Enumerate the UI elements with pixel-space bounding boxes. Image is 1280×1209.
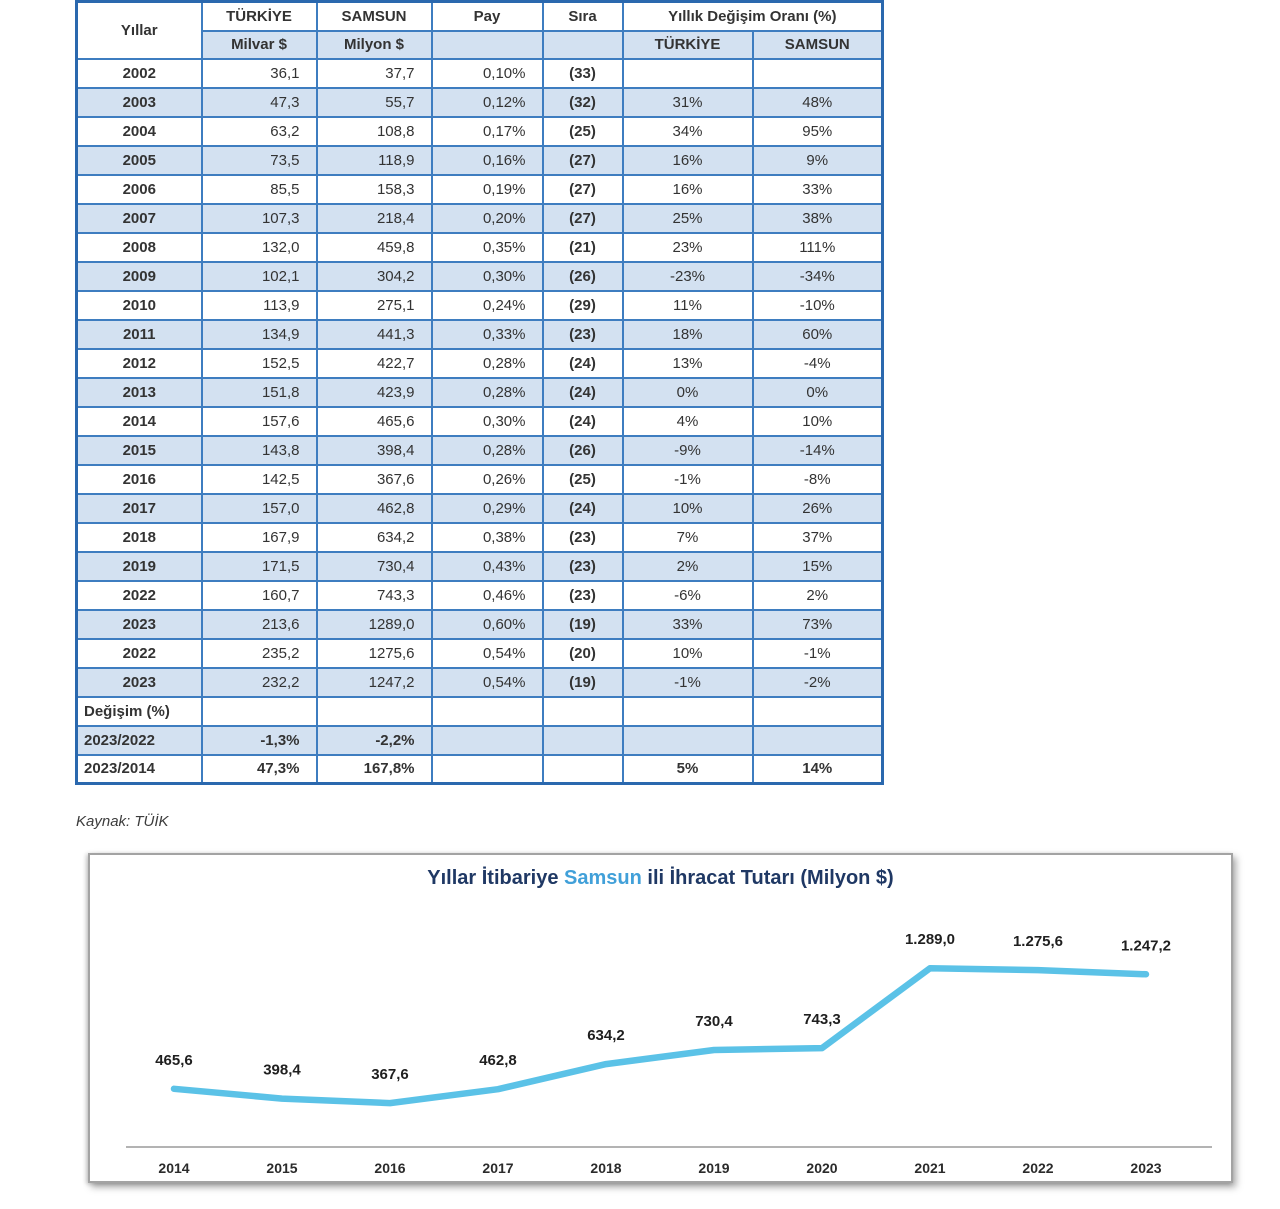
header-turkiye-unit: Milvar $ <box>202 31 317 59</box>
table-cell: 0,54% <box>432 668 543 697</box>
table-cell: (24) <box>543 494 623 523</box>
table-body <box>77 59 883 784</box>
table-cell: (23) <box>543 320 623 349</box>
header-yillar: Yıllar <box>77 2 202 59</box>
x-axis-label: 2017 <box>482 1160 514 1176</box>
table-cell: (23) <box>543 523 623 552</box>
table-cell: 37,7 <box>317 59 432 88</box>
table-cell: 730,4 <box>317 552 432 581</box>
table-cell: 2023/2022 <box>77 726 202 755</box>
table-cell <box>753 59 883 88</box>
table-cell: 2023/2014 <box>77 755 202 784</box>
line-chart-svg <box>90 855 1235 1185</box>
data-point-label: 634,2 <box>587 1027 625 1045</box>
table-cell: 36,1 <box>202 59 317 88</box>
table-row <box>77 233 883 262</box>
table-cell: (23) <box>543 552 623 581</box>
table-cell: 142,5 <box>202 465 317 494</box>
table-cell: (27) <box>543 146 623 175</box>
table-cell: 85,5 <box>202 175 317 204</box>
table-cell: 2004 <box>77 117 202 146</box>
table-cell: 441,3 <box>317 320 432 349</box>
table-cell: 0,12% <box>432 88 543 117</box>
table-cell: 422,7 <box>317 349 432 378</box>
table-cell: 743,3 <box>317 581 432 610</box>
table-cell: -1% <box>623 465 753 494</box>
table-cell: (24) <box>543 407 623 436</box>
header-pay: Pay <box>432 2 543 31</box>
table-cell: -4% <box>753 349 883 378</box>
table-cell: 47,3% <box>202 755 317 784</box>
table-cell: 0,38% <box>432 523 543 552</box>
table-cell: 13% <box>623 349 753 378</box>
table-cell: 2023 <box>77 610 202 639</box>
header-turkiye: TÜRKİYE <box>202 2 317 31</box>
table-cell: 2008 <box>77 233 202 262</box>
table-cell: -2,2% <box>317 726 432 755</box>
table-cell: -1% <box>753 639 883 668</box>
table-cell: 2011 <box>77 320 202 349</box>
table-cell: (32) <box>543 88 623 117</box>
table-row <box>77 697 883 726</box>
table-cell: 0,24% <box>432 291 543 320</box>
table-cell: 0,29% <box>432 494 543 523</box>
table-cell: 143,8 <box>202 436 317 465</box>
table-row <box>77 436 883 465</box>
table-cell: 0,19% <box>432 175 543 204</box>
table-cell: 2009 <box>77 262 202 291</box>
table-cell: 167,8% <box>317 755 432 784</box>
table-row <box>77 88 883 117</box>
table-cell: 38% <box>753 204 883 233</box>
table-cell: 232,2 <box>202 668 317 697</box>
table-cell: 1247,2 <box>317 668 432 697</box>
table-cell: 132,0 <box>202 233 317 262</box>
table-cell: -23% <box>623 262 753 291</box>
x-axis-label: 2016 <box>374 1160 406 1176</box>
table-cell: 134,9 <box>202 320 317 349</box>
table-cell <box>623 697 753 726</box>
table-cell: 9% <box>753 146 883 175</box>
table-cell: 2014 <box>77 407 202 436</box>
table-cell: 2017 <box>77 494 202 523</box>
header-yillik-degisim: Yıllık Değişim Oranı (%) <box>623 2 883 31</box>
table-cell: 55,7 <box>317 88 432 117</box>
header-sira: Sıra <box>543 2 623 31</box>
header-pay-empty <box>432 31 543 59</box>
table-cell: 0,28% <box>432 349 543 378</box>
table-cell: 152,5 <box>202 349 317 378</box>
table-row <box>77 610 883 639</box>
chart-title-highlight: Samsun <box>564 867 642 889</box>
table-cell: (26) <box>543 436 623 465</box>
table-cell: 2010 <box>77 291 202 320</box>
table-cell: 11% <box>623 291 753 320</box>
table-cell: 167,9 <box>202 523 317 552</box>
table-cell: 107,3 <box>202 204 317 233</box>
table-cell: 25% <box>623 204 753 233</box>
table-cell: 235,2 <box>202 639 317 668</box>
table-cell: 0,35% <box>432 233 543 262</box>
table-cell: 0,30% <box>432 407 543 436</box>
table-cell: 33% <box>623 610 753 639</box>
table-cell: (19) <box>543 668 623 697</box>
table-cell: 2016 <box>77 465 202 494</box>
table-row <box>77 175 883 204</box>
table-cell: 118,9 <box>317 146 432 175</box>
table-cell: -6% <box>623 581 753 610</box>
table-cell: 48% <box>753 88 883 117</box>
table-row <box>77 59 883 88</box>
table-cell: 34% <box>623 117 753 146</box>
table-cell: 18% <box>623 320 753 349</box>
table-cell: 2022 <box>77 639 202 668</box>
table-row <box>77 639 883 668</box>
export-table <box>75 0 884 785</box>
table-row <box>77 552 883 581</box>
data-point-label: 1.275,6 <box>1012 933 1064 951</box>
table-cell: (25) <box>543 465 623 494</box>
table-cell: -34% <box>753 262 883 291</box>
line-chart-panel <box>88 853 1233 1183</box>
table-cell: 0,10% <box>432 59 543 88</box>
table-cell: 2015 <box>77 436 202 465</box>
table-cell: 304,2 <box>317 262 432 291</box>
table-cell: 0,33% <box>432 320 543 349</box>
table-row <box>77 146 883 175</box>
table-cell <box>432 726 543 755</box>
table-cell: 2002 <box>77 59 202 88</box>
table-cell: 462,8 <box>317 494 432 523</box>
data-point-label: 730,4 <box>695 1013 733 1030</box>
table-cell: 275,1 <box>317 291 432 320</box>
table-cell <box>753 697 883 726</box>
table-cell: 60% <box>753 320 883 349</box>
table-cell: 367,6 <box>317 465 432 494</box>
table-cell: 171,5 <box>202 552 317 581</box>
data-point-label: 367,6 <box>371 1066 409 1084</box>
table-cell: 2% <box>753 581 883 610</box>
table-row <box>77 291 883 320</box>
table-cell: (24) <box>543 349 623 378</box>
table-cell <box>432 697 543 726</box>
table-row <box>77 117 883 146</box>
table-row <box>77 349 883 378</box>
table-cell: (21) <box>543 233 623 262</box>
table-cell: 15% <box>753 552 883 581</box>
table-cell: -14% <box>753 436 883 465</box>
table-cell: (27) <box>543 175 623 204</box>
table-cell: 218,4 <box>317 204 432 233</box>
table-cell: 1289,0 <box>317 610 432 639</box>
table-cell: 10% <box>623 639 753 668</box>
data-point-label: 1.289,0 <box>904 931 956 949</box>
x-axis-label: 2022 <box>1022 1160 1054 1176</box>
table-cell: 2005 <box>77 146 202 175</box>
table-cell: 5% <box>623 755 753 784</box>
table-cell: 111% <box>753 233 883 262</box>
table-row <box>77 755 883 784</box>
table-row <box>77 726 883 755</box>
table-row <box>77 204 883 233</box>
header-samsun-unit: Milyon $ <box>317 31 432 59</box>
table-cell <box>543 726 623 755</box>
table-cell: 0,46% <box>432 581 543 610</box>
table-cell: 151,8 <box>202 378 317 407</box>
table-cell <box>543 755 623 784</box>
table-cell: 0,43% <box>432 552 543 581</box>
table-cell: 4% <box>623 407 753 436</box>
table-cell: 102,1 <box>202 262 317 291</box>
table-cell: 73,5 <box>202 146 317 175</box>
table-cell: 2006 <box>77 175 202 204</box>
table-cell: 14% <box>753 755 883 784</box>
table-cell <box>623 726 753 755</box>
data-point-label: 743,3 <box>803 1011 841 1029</box>
table-cell: 31% <box>623 88 753 117</box>
table-cell: 459,8 <box>317 233 432 262</box>
x-axis-label: 2018 <box>590 1160 622 1176</box>
table-cell: 37% <box>753 523 883 552</box>
table-cell <box>623 59 753 88</box>
table-row <box>77 407 883 436</box>
table-cell: (33) <box>543 59 623 88</box>
table-row <box>77 523 883 552</box>
table-row <box>77 465 883 494</box>
data-point-label: 462,8 <box>479 1052 517 1070</box>
table-cell: 2012 <box>77 349 202 378</box>
table-cell: -8% <box>753 465 883 494</box>
table-cell: 2018 <box>77 523 202 552</box>
table-cell <box>432 755 543 784</box>
table-cell: 0,28% <box>432 436 543 465</box>
x-axis-label: 2015 <box>266 1160 298 1176</box>
x-axis-label: 2021 <box>914 1160 946 1176</box>
header-sub-turkiye: TÜRKİYE <box>623 31 753 59</box>
table-cell: 1275,6 <box>317 639 432 668</box>
table-cell: -1,3% <box>202 726 317 755</box>
table-cell: 398,4 <box>317 436 432 465</box>
data-point-label: 465,6 <box>155 1051 193 1069</box>
table-cell: -9% <box>623 436 753 465</box>
x-axis-label: 2023 <box>1130 1160 1162 1176</box>
table-cell: 16% <box>623 175 753 204</box>
table-row <box>77 378 883 407</box>
x-axis-label: 2019 <box>698 1160 730 1176</box>
table-cell: 113,9 <box>202 291 317 320</box>
chart-title-pre: Yıllar İtibariye <box>427 867 559 889</box>
table-cell: (29) <box>543 291 623 320</box>
table-cell: 0,54% <box>432 639 543 668</box>
table-cell: (26) <box>543 262 623 291</box>
header-sub-samsun: SAMSUN <box>753 31 883 59</box>
table-cell: 213,6 <box>202 610 317 639</box>
table-cell: 2022 <box>77 581 202 610</box>
table-cell: (27) <box>543 204 623 233</box>
export-table-container <box>75 0 881 785</box>
table-cell: 33% <box>753 175 883 204</box>
table-cell: 73% <box>753 610 883 639</box>
table-cell: 160,7 <box>202 581 317 610</box>
table-cell <box>753 726 883 755</box>
table-cell: 0% <box>623 378 753 407</box>
table-header <box>77 2 883 59</box>
table-cell: 2023 <box>77 668 202 697</box>
table-cell: 16% <box>623 146 753 175</box>
table-cell: 157,6 <box>202 407 317 436</box>
table-cell: 108,8 <box>317 117 432 146</box>
table-cell: 634,2 <box>317 523 432 552</box>
table-row <box>77 668 883 697</box>
table-cell: (24) <box>543 378 623 407</box>
table-cell: -2% <box>753 668 883 697</box>
table-cell: 63,2 <box>202 117 317 146</box>
table-cell: -10% <box>753 291 883 320</box>
table-cell: 0,30% <box>432 262 543 291</box>
table-cell: 0,17% <box>432 117 543 146</box>
table-cell: 2003 <box>77 88 202 117</box>
table-cell: 2019 <box>77 552 202 581</box>
x-axis-label: 2020 <box>806 1160 838 1176</box>
table-cell: (20) <box>543 639 623 668</box>
table-cell: 2% <box>623 552 753 581</box>
table-cell <box>317 697 432 726</box>
table-cell: 465,6 <box>317 407 432 436</box>
data-point-label: 398,4 <box>263 1061 301 1079</box>
table-row <box>77 320 883 349</box>
table-cell: 95% <box>753 117 883 146</box>
table-cell: (25) <box>543 117 623 146</box>
table-cell: -1% <box>623 668 753 697</box>
data-series-line <box>174 968 1146 1103</box>
table-cell: 47,3 <box>202 88 317 117</box>
table-row <box>77 581 883 610</box>
table-cell: 158,3 <box>317 175 432 204</box>
table-row <box>77 494 883 523</box>
table-cell: 2007 <box>77 204 202 233</box>
table-cell: 10% <box>753 407 883 436</box>
header-sira-empty <box>543 31 623 59</box>
table-cell: 0,28% <box>432 378 543 407</box>
x-axis-label: 2014 <box>158 1160 190 1176</box>
table-cell: (23) <box>543 581 623 610</box>
table-cell: 0,20% <box>432 204 543 233</box>
table-cell: (19) <box>543 610 623 639</box>
source-note: Kaynak: TÜİK <box>76 813 169 830</box>
table-cell: 423,9 <box>317 378 432 407</box>
table-cell: 157,0 <box>202 494 317 523</box>
header-samsun: SAMSUN <box>317 2 432 31</box>
table-cell: 0,26% <box>432 465 543 494</box>
table-cell: Değişim (%) <box>77 697 202 726</box>
table-cell: 10% <box>623 494 753 523</box>
table-cell: 2013 <box>77 378 202 407</box>
table-cell: 26% <box>753 494 883 523</box>
table-cell: 0% <box>753 378 883 407</box>
table-row <box>77 262 883 291</box>
table-cell: 0,60% <box>432 610 543 639</box>
table-cell <box>543 697 623 726</box>
chart-title-post: ili İhracat Tutarı (Milyon $) <box>647 867 894 889</box>
data-point-label: 1.247,2 <box>1120 937 1172 955</box>
table-cell: 7% <box>623 523 753 552</box>
table-cell: 23% <box>623 233 753 262</box>
table-cell <box>202 697 317 726</box>
table-cell: 0,16% <box>432 146 543 175</box>
